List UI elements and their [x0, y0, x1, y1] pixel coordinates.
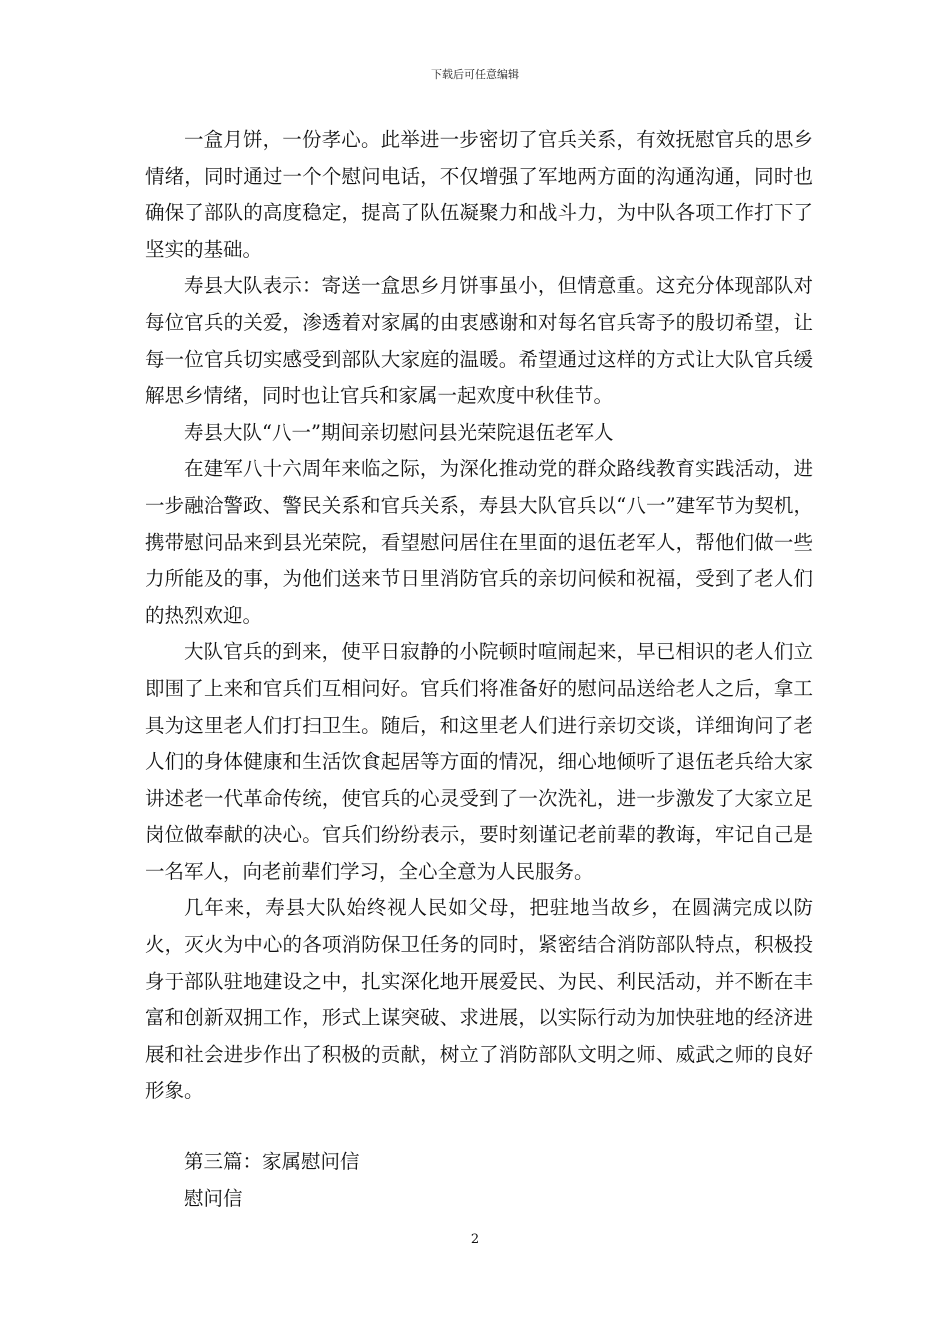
- section-spacer: [145, 1110, 813, 1144]
- document-body: [145, 122, 813, 1217]
- paragraph-anniversary-visit: 在建军八十六周年来临之际，为深化推动党的群众路线教育实践活动，进一步融洽警政、警民关系和官兵关系，寿县大队官兵以“八一”建军节为契机，携带慰问品来到县光荣院，看望慰问居住在里面的退伍老军人，帮他们做一些力所能及的事，为他们送来节日里消防官兵的亲切问候和祝福，受到了老人们的热烈欢迎。: [145, 457, 813, 627]
- page-header-note: 下载后可任意编辑: [431, 68, 519, 81]
- paragraph-brigade-statement: 寿县大队表示：寄送一盒思乡月饼事虽小，但情意重。这充分体现部队对每位官兵的关爱，渗透着对家属的由衷感谢和对每名官兵寄予的殷切希望，让每一位官兵切实感受到部队大家庭的温暖。希望通过这样的方式让大队官兵缓解思乡情绪，同时也让官兵和家属一起欢度中秋佳节。: [145, 274, 813, 408]
- page-number: 2: [470, 1232, 480, 1247]
- section-title: 第三篇：家属慰问信: [184, 1150, 360, 1174]
- paragraph-courtyard-visit: 大队官兵的到来，使平日寂静的小院顿时喧闹起来，早已相识的老人们立即围了上来和官兵们互相问好。官兵们将准备好的慰问品送给老人之后，拿工具为这里老人们打扫卫生。随后，和这里老人们进行亲切交谈，详细询问了老人们的身体健康和生活饮食起居等方面的情况，细心地倾听了退伍老兵给大家讲述老一代革命传统，使官兵的心灵受到了一次洗礼，进一步激发了大家立足岗位做奉献的决心。官兵们纷纷表示，要时刻谨记老前辈的教诲，牢记自己是一名军人，向老前辈们学习，全心全意为人民服务。: [145, 640, 813, 883]
- paragraph-years-summary: 几年来，寿县大队始终视人民如父母，把驻地当故乡，在圆满完成以防火，灭火为中心的各项消防保卫任务的同时，紧密结合消防部队特点，积极投身于部队驻地建设之中，扎实深化地开展爱民、为民、利民活动，并不断在丰富和创新双拥工作，形式上谋突破、求进展，以实际行动为加快驻地的经济进展和社会进步作出了积极的贡献，树立了消防部队文明之师、威武之师的良好形象。: [145, 896, 813, 1103]
- paragraph-mooncake: 一盒月饼，一份孝心。此举进一步密切了官兵关系，有效抚慰官兵的思乡情绪，同时通过一个个慰问电话，不仅增强了军地两方面的沟通沟通，同时也确保了部队的高度稳定，提高了队伍凝聚力和战斗力，为中队各项工作打下了坚实的基础。: [145, 128, 813, 261]
- section-subtitle: 慰问信: [184, 1186, 243, 1210]
- paragraph-heading-bayi: 寿县大队“八一”期间亲切慰问县光荣院退伍老军人: [184, 420, 614, 444]
